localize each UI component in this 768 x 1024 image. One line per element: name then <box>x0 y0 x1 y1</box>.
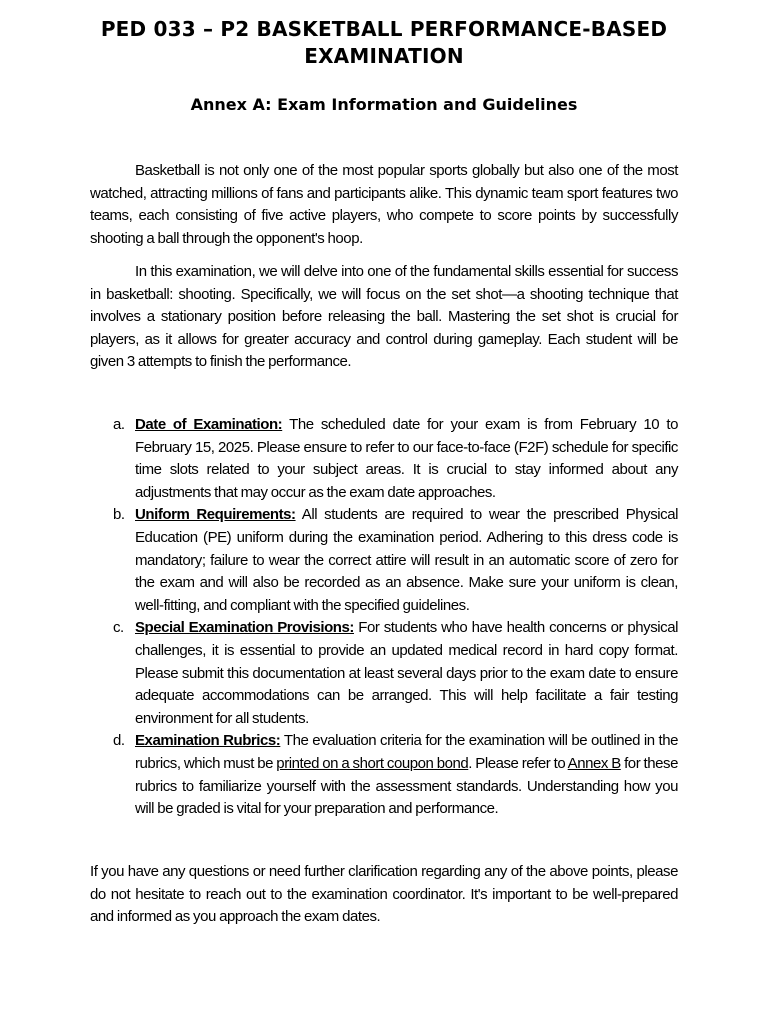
annex-title: Annex A: Exam Information and Guidelines <box>190 95 578 114</box>
list-marker: c. <box>113 619 124 637</box>
intro-paragraph-1: Basketball is not only one of the most popular sports globally but also one of the most watched, attracting millions of fans and participants alike. This dynamic team sport features two teams, each consisting of five active players, who compete to score points by successfully shooting a ball through the opponent's hoop. <box>90 162 678 247</box>
guideline-term: Examination Rubrics: <box>135 732 281 750</box>
guideline-text: The scheduled date for your exam is from February 10 to February 15, 2025. Please ensure to refer to our face-to-face (F2F) schedule for specific time slots related to your subject areas. It is crucial to stay informed about any adjustments that may occur as the exam date approaches. <box>135 416 678 501</box>
guideline-term: Date of Examination: <box>135 416 283 433</box>
guideline-text: All students are required to wear the prescribed Physical Education (PE) uniform during the examination period. Adhering to this dress code is mandatory; failure to wear the correct attire will result in an automatic score of zero for the exam and will also be recorded as an absence. Make sure your uniform is clean, well-fitting, and compliant with the specified guidelines. <box>135 506 678 614</box>
guideline-item-date <box>90 414 678 504</box>
coupon-bond-note: printed on a short coupon bond <box>276 754 469 772</box>
list-marker: b. <box>113 506 125 524</box>
closing-paragraph: If you have any questions or need further clarification regarding any of the above points, please do not hesitate to reach out to the examination coordinator. It's important to be well-prepared and informed as you approach the exam dates. <box>90 863 678 926</box>
guideline-term: Uniform Requirements: <box>135 506 296 524</box>
guideline-item-rubrics <box>90 730 678 820</box>
guideline-item-uniform <box>90 504 678 617</box>
list-marker: a. <box>113 416 125 433</box>
guideline-text: . Please refer to <box>468 754 568 772</box>
guideline-text: for these rubrics to familiarize yourself with the assessment standards. Understanding how you will be graded is vital for your preparation and performance. <box>135 754 678 818</box>
guideline-item-special-provisions <box>90 617 678 730</box>
guideline-text: For students who have health concerns or physical challenges, it is essential to provide an updated medical record in hard copy format. Please submit this documentation at least several days prior to the exam date to ensure adequate accommodations can be arranged. This will help facilitate a fair testing environment for all students. <box>135 619 678 727</box>
guideline-term: Special Examination Provisions: <box>135 619 354 637</box>
intro-paragraph-2: In this examination, we will delve into one of the fundamental skills essential for success in basketball: shooting. Specifically, we will focus on the set shot—a shooting technique that involves a stationary position before releasing the ball. Mastering the set shot is crucial for players, as it allows for greater accuracy and control during gameplay. Each student will be given 3 attempts to finish the performance. <box>90 263 678 371</box>
document-title: PED 033 – P2 BASKETBALL PERFORMANCE-BASED EXAMINATION <box>100 17 668 68</box>
annex-b-reference: Annex B <box>567 754 621 772</box>
guidelines-list <box>90 414 678 821</box>
list-marker: d. <box>113 732 125 750</box>
guideline-text: The evaluation criteria for the examination will be outlined in the rubrics, which must be <box>135 732 678 772</box>
